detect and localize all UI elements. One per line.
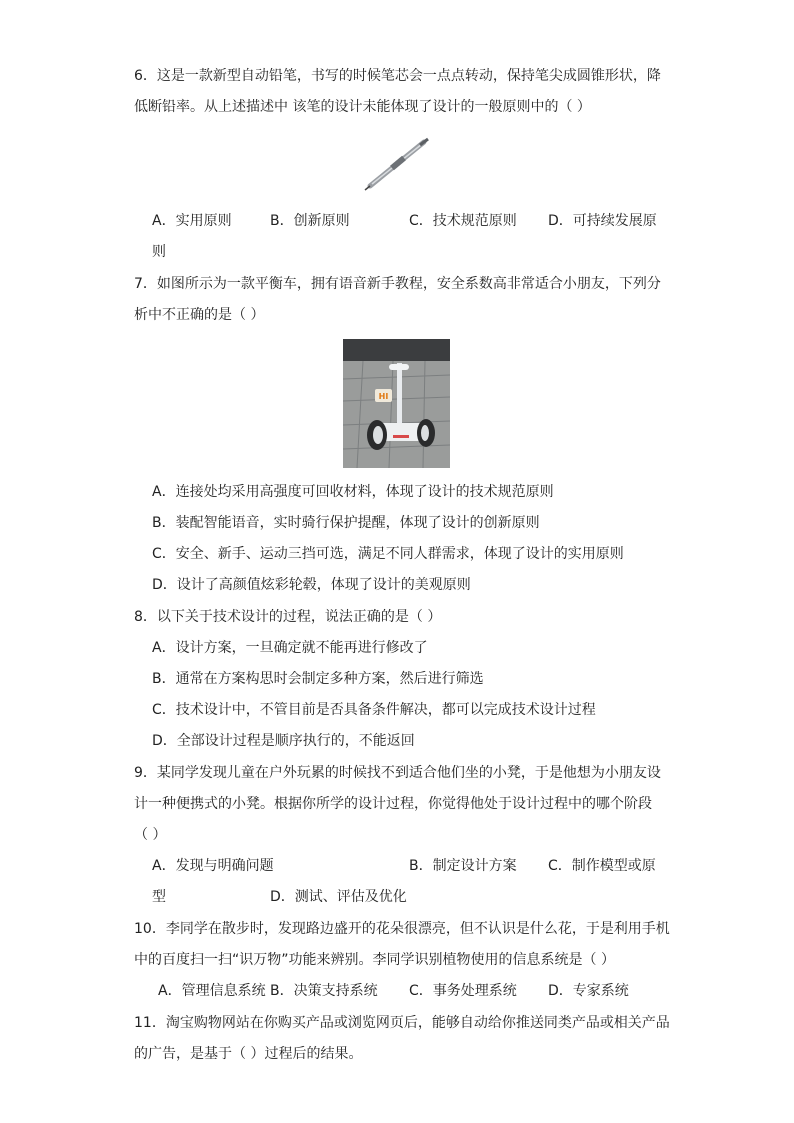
q9-option-a: A．发现与明确问题 [152, 858, 274, 874]
q9-option-c: C．制作模型或原 [548, 858, 656, 874]
q6-option-a: A．实用原则 [152, 213, 232, 229]
q10-option-a-b: A．管理信息系统 B．决策支持系统 [158, 983, 378, 999]
q7-stem-line1: 7．如图所示为一款平衡车，拥有语音新手教程，安全系数高非常适合小朋友，下列分 [134, 276, 661, 292]
q10-option-d: D．专家系统 [548, 983, 629, 999]
scooter-hi-badge: HI [378, 392, 389, 401]
q8-option-d: D．全部设计过程是顺序执行的，不能返回 [152, 733, 415, 749]
q7-option-b: B．装配智能语音，实时骑行保护提醒，体现了设计的创新原则 [152, 515, 540, 531]
q6-option-b: B．创新原则 [270, 213, 350, 229]
q7-option-c: C．安全、新手、运动三挡可选，满足不同人群需求，体现了设计的实用原则 [152, 546, 624, 562]
q10-stem-line1: 10．李同学在散步时，发现路边盛开的花朵很漂亮，但不认识是什么花，于是利用手机 [134, 921, 670, 937]
q6-stem-line2: 低断铅率。从上述描述中 该笔的设计未能体现了设计的一般原则中的（ ） [134, 99, 591, 115]
mechanical-pencil-image [362, 136, 434, 192]
q8-option-c: C．技术设计中，不管目前是否具备条件解决，都可以完成技术设计过程 [152, 702, 596, 718]
q9-option-c-continued: 型 [152, 889, 166, 905]
q6-stem-line1: 6．这是一款新型自动铅笔，书写的时候笔芯会一点点转动，保持笔尖成圆锥形状，降 [134, 68, 661, 84]
q8-stem: 8．以下关于技术设计的过程，说法正确的是（ ） [134, 609, 442, 625]
q9-stem-line3: （ ） [134, 827, 167, 843]
q6-option-c: C．技术规范原则 [409, 213, 517, 229]
q7-stem-line2: 析中不正确的是（ ） [134, 307, 265, 323]
q9-option-d: D．测试、评估及优化 [270, 889, 407, 905]
q8-option-b: B．通常在方案构思时会制定多种方案，然后进行筛选 [152, 671, 484, 687]
q10-stem-line2: 中的百度扫一扫“识万物”功能来辨别。李同学识别植物使用的信息系统是（ ） [134, 952, 615, 968]
q9-stem-line1: 9．某同学发现儿童在户外玩累的时候找不到适合他们坐的小凳，于是他想为小朋友设 [134, 765, 661, 781]
q11-stem-line2: 的广告，是基于（ ）过程后的结果。 [134, 1046, 363, 1062]
q10-option-c: C．事务处理系统 [409, 983, 517, 999]
q7-option-a: A．连接处均采用高强度可回收材料，体现了设计的技术规范原则 [152, 484, 554, 500]
q8-option-a: A．设计方案，一旦确定就不能再进行修改了 [152, 640, 428, 656]
q7-option-d: D．设计了高颜值炫彩轮毂，体现了设计的美观原则 [152, 577, 471, 593]
q9-stem-line2: 计一种便携式的小凳。根据你所学的设计过程，你觉得他处于设计过程中的哪个阶段 [134, 796, 652, 812]
q9-option-b: B．制定设计方案 [409, 858, 517, 874]
q6-option-d: D．可持续发展原 [548, 213, 657, 229]
balance-scooter-image [343, 339, 450, 468]
q11-stem-line1: 11．淘宝购物网站在你购买产品或浏览网页后，能够自动给你推送同类产品或相关产品 [134, 1015, 670, 1031]
q6-option-d-continued: 则 [152, 244, 166, 260]
